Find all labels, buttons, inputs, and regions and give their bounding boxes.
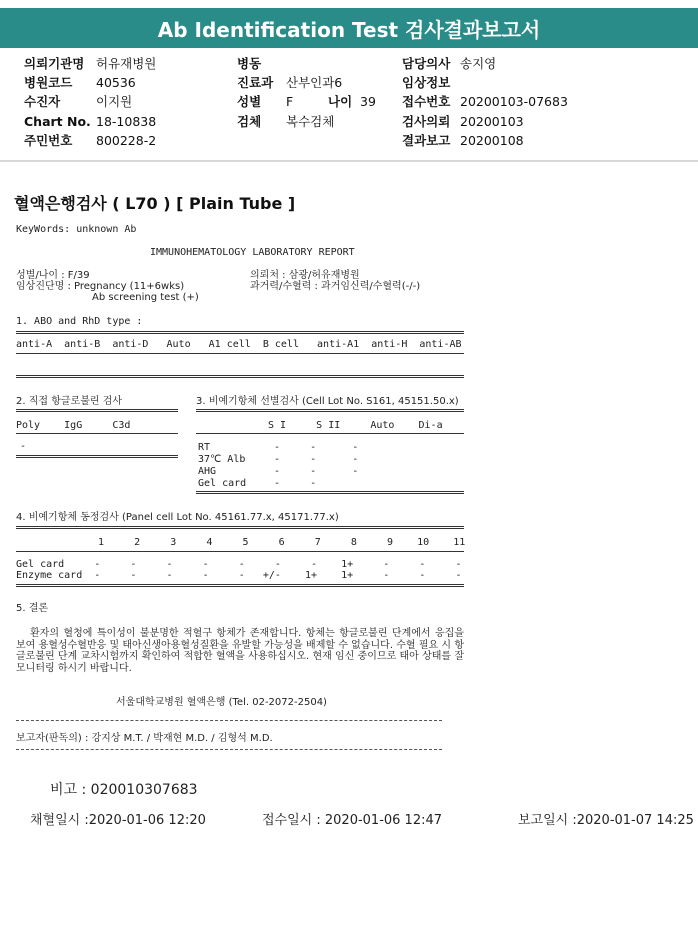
- rule: [16, 433, 178, 434]
- institution-label: 의뢰기관명: [24, 56, 85, 71]
- note: 비고 : 020010307683: [50, 782, 198, 798]
- dat-title: 2. 직접 항글로불린 검사: [16, 396, 123, 407]
- doctor-value: 송지영: [460, 56, 497, 71]
- collected-time: 채혈일시 :2020-01-06 12:20: [30, 813, 206, 828]
- id-label: 주민번호: [24, 133, 73, 148]
- rule: [196, 433, 464, 434]
- request-value: 20200103: [460, 114, 524, 129]
- receipt-value: 20200103-07683: [460, 94, 568, 109]
- rule: [196, 491, 464, 494]
- dat-value: -: [20, 441, 27, 452]
- id-value: 800228-2: [96, 133, 157, 148]
- institution-value: 허유재병원: [96, 56, 157, 71]
- specimen-label: 검체: [237, 114, 262, 129]
- dept-label: 진료과: [237, 75, 274, 90]
- requester-line: 의뢰처 : 삼광/허유재병원: [250, 270, 360, 281]
- screening-row-label: AHG: [198, 466, 217, 477]
- screening-columns: S I S II Auto Di-a: [268, 420, 443, 431]
- report-header: [0, 8, 698, 48]
- screening-row-values: - -: [274, 478, 317, 489]
- screening-row-values: - - -: [274, 454, 359, 465]
- screening-row-label: Gel card: [198, 478, 247, 489]
- abo-columns: anti-A anti-B anti-D Auto A1 cell B cell anti-A1 anti-H anti-AB: [16, 339, 462, 350]
- specimen-value: 복수검체: [286, 114, 335, 129]
- keywords: KeyWords: unknown Ab: [16, 224, 137, 235]
- patient-info: [0, 56, 698, 152]
- report-title: Ab Identification Test 검사결과보고서: [157, 17, 541, 42]
- panel-row-enzyme: Enzyme card - - - - - +/- 1+ 1+ - - -: [16, 570, 462, 581]
- age-value: 39: [360, 94, 376, 109]
- sex-age-line: 성별/나이 : F/39: [16, 270, 90, 281]
- report-value: 20200108: [460, 133, 524, 148]
- screening-row-values: - - -: [274, 442, 359, 453]
- hospital-code-value: 40536: [96, 75, 136, 90]
- section-divider: [0, 160, 698, 162]
- rule: [16, 455, 178, 458]
- doctor-label: 담당의사: [402, 56, 451, 71]
- age-label: 나이: [328, 94, 353, 109]
- clinical-label: 임상정보: [402, 75, 451, 90]
- panel-row-gel: Gel card - - - - - - - 1+ - - -: [16, 559, 462, 570]
- received-time: 접수일시 : 2020-01-06 12:47: [262, 813, 443, 828]
- rule: [16, 749, 442, 750]
- hospital-code-label: 병원코드: [24, 75, 73, 90]
- chart-label: Chart No.: [24, 114, 91, 129]
- recipient-value: 이지원: [96, 94, 133, 109]
- rule: [196, 409, 464, 412]
- reporters: 보고자(판독의) : 강지상 M.T. / 박재현 M.D. / 김형석 M.D.: [16, 733, 273, 744]
- screening-row-values: - - -: [274, 466, 359, 477]
- receipt-label: 접수번호: [402, 94, 451, 109]
- screening-row-label: 37℃ Alb: [198, 454, 246, 465]
- reported-time: 보고일시 :2020-01-07 14:25: [518, 813, 694, 828]
- lab-name: IMMUNOHEMATOLOGY LABORATORY REPORT: [150, 247, 355, 258]
- rule: [16, 720, 442, 721]
- conclusion-text: 환자의 혈청에 특이성이 불분명한 적혈구 항체가 존재합니다. 항체는 항글로불린 단계에서 응집을 보여 용혈성수혈반응 및 태아신생아용혈성질환을 유발할 가능성을 배제할 수 없습니다. 수혈 필요 시 항글로불린 단계 교차시험까지 확인하여 적합한 혈액을 사용하십시오. 현재 임신 중이므로 태아 상태를 잘 모니터링 하시기 바랍니다.: [16, 628, 464, 674]
- rule: [16, 331, 464, 334]
- rule: [16, 526, 464, 529]
- conclusion-title: 5. 결론: [16, 603, 49, 614]
- recipient-label: 수진자: [24, 94, 61, 109]
- history-line: 과거력/수혈력 : 과거임신력/수혈력(-/-): [250, 281, 421, 292]
- ward-label: 병동: [237, 56, 262, 71]
- chart-value: 18-10838: [96, 114, 157, 129]
- identification-title: 4. 비예기항체 동정검사 (Panel cell Lot No. 45161.77.x, 45171.77.x): [16, 512, 339, 523]
- abo-title: 1. ABO and RhD type :: [16, 316, 143, 327]
- sex-value: F: [286, 94, 294, 109]
- blood-bank: 서울대학교병원 혈액은행 (Tel. 02-2072-2504): [116, 697, 327, 708]
- rule: [16, 375, 464, 378]
- panel-columns: 1 2 3 4 5 6 7 8 9 10 11: [98, 537, 466, 548]
- request-label: 검사의뢰: [402, 114, 451, 129]
- screening-row-label: RT: [198, 442, 211, 453]
- report-label: 결과보고: [402, 133, 451, 148]
- rule: [16, 551, 464, 552]
- dept-value: 산부인과6: [286, 75, 343, 90]
- rule: [16, 353, 464, 354]
- dat-columns: Poly IgG C3d: [16, 420, 131, 431]
- diagnosis-line: 임상진단명 : Pregnancy (11+6wks): [16, 281, 185, 292]
- rule: [16, 409, 178, 412]
- diagnosis-line-2: Ab screening test (+): [92, 292, 199, 303]
- screening-title: 3. 비예기항체 선별검사 (Cell Lot No. S161, 45151.50.x): [196, 396, 459, 407]
- rule: [16, 584, 464, 587]
- test-title: 혈액은행검사 ( L70 ) [ Plain Tube ]: [14, 194, 296, 213]
- sex-label: 성별: [237, 94, 262, 109]
